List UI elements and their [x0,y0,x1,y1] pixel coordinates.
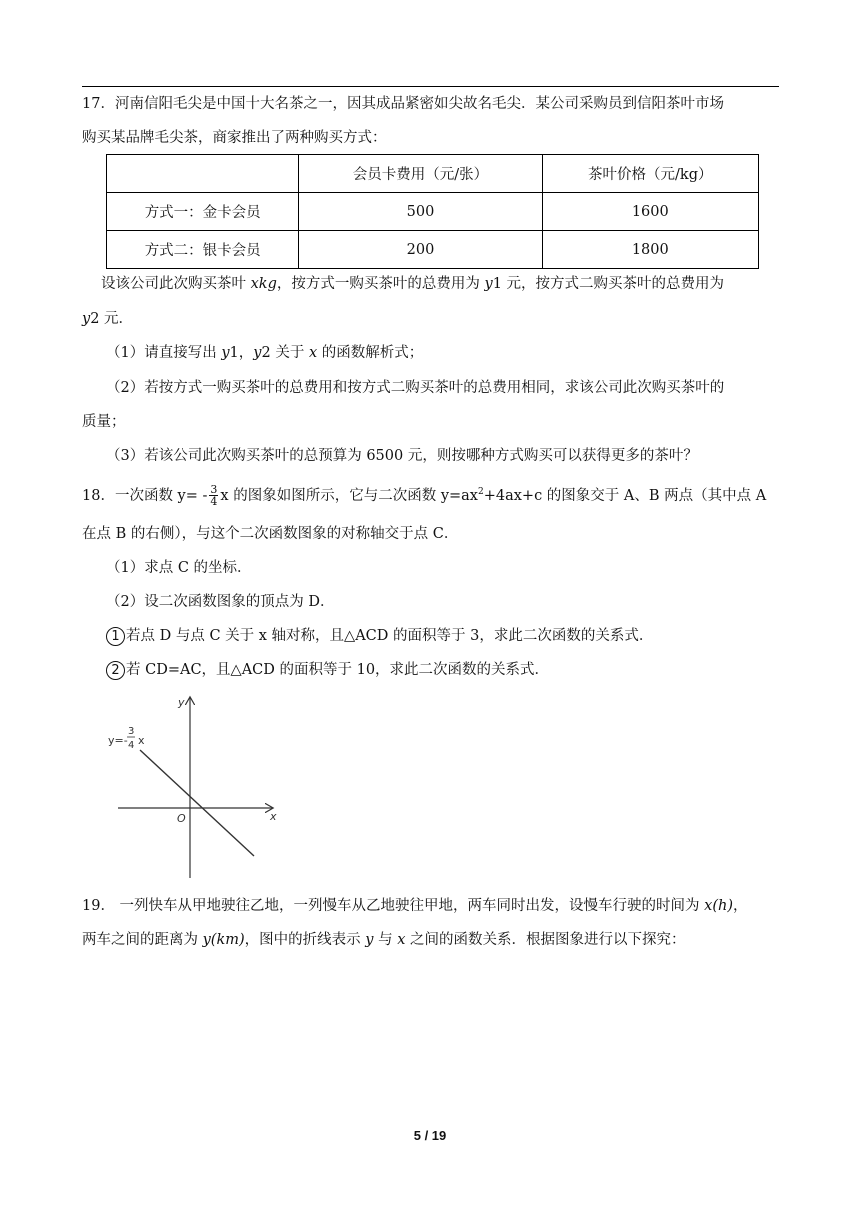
y-axis-label: y [178,696,185,709]
text-span: 与 [373,932,398,948]
q17-line-2: 购买某品牌毛尖茶，商家推出了两种购买方式： [82,130,387,146]
table-cell-card-fee: 500 [299,193,542,231]
page-number: 5 / 19 [413,1128,447,1143]
q18-part-1: （1）求点 C 的坐标． [106,560,252,576]
function-line [140,750,254,856]
var-x: x [308,345,318,361]
unit-kg: kg [258,276,277,292]
line-label-numerator: 3 [128,726,135,737]
text-span: 若点 D 与点 C 关于 x 轴对称，且△ACD 的面积等于 3，求此二次函数的关系式． [126,628,654,644]
text-span: 的函数解析式； [317,345,424,361]
text-span: 若 CD=AC，且△ACD 的面积等于 10，求此二次函数的关系式． [126,662,550,678]
table-row [107,231,759,269]
table-cell-method: 方式一：金卡会员 [107,193,299,231]
var-x: x [250,276,259,292]
text-span: 两车之间的距离为 [82,932,203,948]
q18-line-2: 在点 B 的右侧），与这个二次函数图象的对称轴交于点 C． [82,526,459,542]
var-y: y [82,311,91,327]
purchase-options-table [106,154,759,269]
q17-part-2-line-2: 质量； [82,414,126,430]
q17-part-1 [106,343,423,363]
q18-subpart-1 [106,626,653,646]
text-span: （1）请直接写出 [106,345,222,361]
text-span: 元，按方式二购买茶叶的总费用为 [501,276,725,292]
q17-part-2-line-1: （2）若按方式一购买茶叶的总费用和按方式二购买茶叶的总费用相同，求该公司此次购买茶叶的 [106,380,725,396]
q17-setup-line-2 [82,309,133,329]
text-span: 19． 一列快车从甲地驶往乙地，一列慢车从乙地驶往甲地，两车同时出发，设慢车行驶的时间为 [82,898,705,914]
table-header-empty [107,155,299,193]
line-label-denominator: 4 [128,740,135,751]
fraction [209,484,218,507]
text-span: ，图中的折线表示 [244,932,366,948]
q18-part-2: （2）设二次函数图象的顶点为 D． [106,594,335,610]
math-expression: y(km) [202,932,245,948]
q17-part-3: （3）若该公司此次购买茶叶的总预算为 6500 元，则按哪种方式购买可以获得更多的茶叶？ [106,448,698,464]
linear-function-graph [104,692,284,880]
math-expression: x(h) [704,898,734,914]
superscript: 2 [477,487,484,497]
q19-line-1 [82,896,748,916]
text-span: x 的图象如图所示，它与二次函数 y=ax [220,487,478,504]
q18-line-1 [82,482,766,507]
math-expression: x [397,932,406,948]
origin-label: O [177,812,186,825]
q17-setup-line-1 [101,274,724,294]
circled-number: 2 [106,661,125,680]
text-span: 之间的函数关系．根据图象进行以下探究： [405,932,686,948]
q18-subpart-2 [106,660,549,680]
line-label-suffix: x [138,734,145,747]
text-span: ，按方式一购买茶叶的总费用为 [276,276,485,292]
fraction-numerator: 3 [210,483,218,497]
table-cell-tea-price: 1600 [542,193,758,231]
text-span: ， [733,898,748,914]
header-rule [82,86,779,87]
text-span: 设该公司此次购买茶叶 [101,276,251,292]
math-expression: y [365,932,374,948]
text-span: 2 关于 [261,345,309,361]
table-cell-card-fee: 200 [299,231,542,269]
var-y: y [484,276,493,292]
q19-line-2 [82,930,685,950]
table-cell-tea-price: 1800 [542,231,758,269]
text-span: 1 [492,276,502,292]
text-span: +4ax+c 的图象交于 A、B 两点（其中点 A [483,487,767,504]
x-axis-label: x [270,810,277,823]
line-label-prefix: y=- [108,734,128,747]
text-span: 2 元． [90,311,134,327]
var-y: y [221,345,230,361]
q17-line-1: 17．河南信阳毛尖是中国十大名茶之一，因其成品紧密如尖故名毛尖．某公司采购员到信阳茶叶市场 [82,96,724,112]
var-y: y [253,345,262,361]
circled-number: 1 [106,627,125,646]
table-header-tea-price: 茶叶价格（元/kg） [542,155,758,193]
table-header-card-fee: 会员卡费用（元/张） [299,155,542,193]
table-cell-method: 方式二：银卡会员 [107,231,299,269]
text-span: 18．一次函数 y= - [82,487,208,504]
text-span: 1， [229,345,254,361]
fraction-denominator: 4 [210,495,218,509]
table-header-row [107,155,759,193]
table-row [107,193,759,231]
